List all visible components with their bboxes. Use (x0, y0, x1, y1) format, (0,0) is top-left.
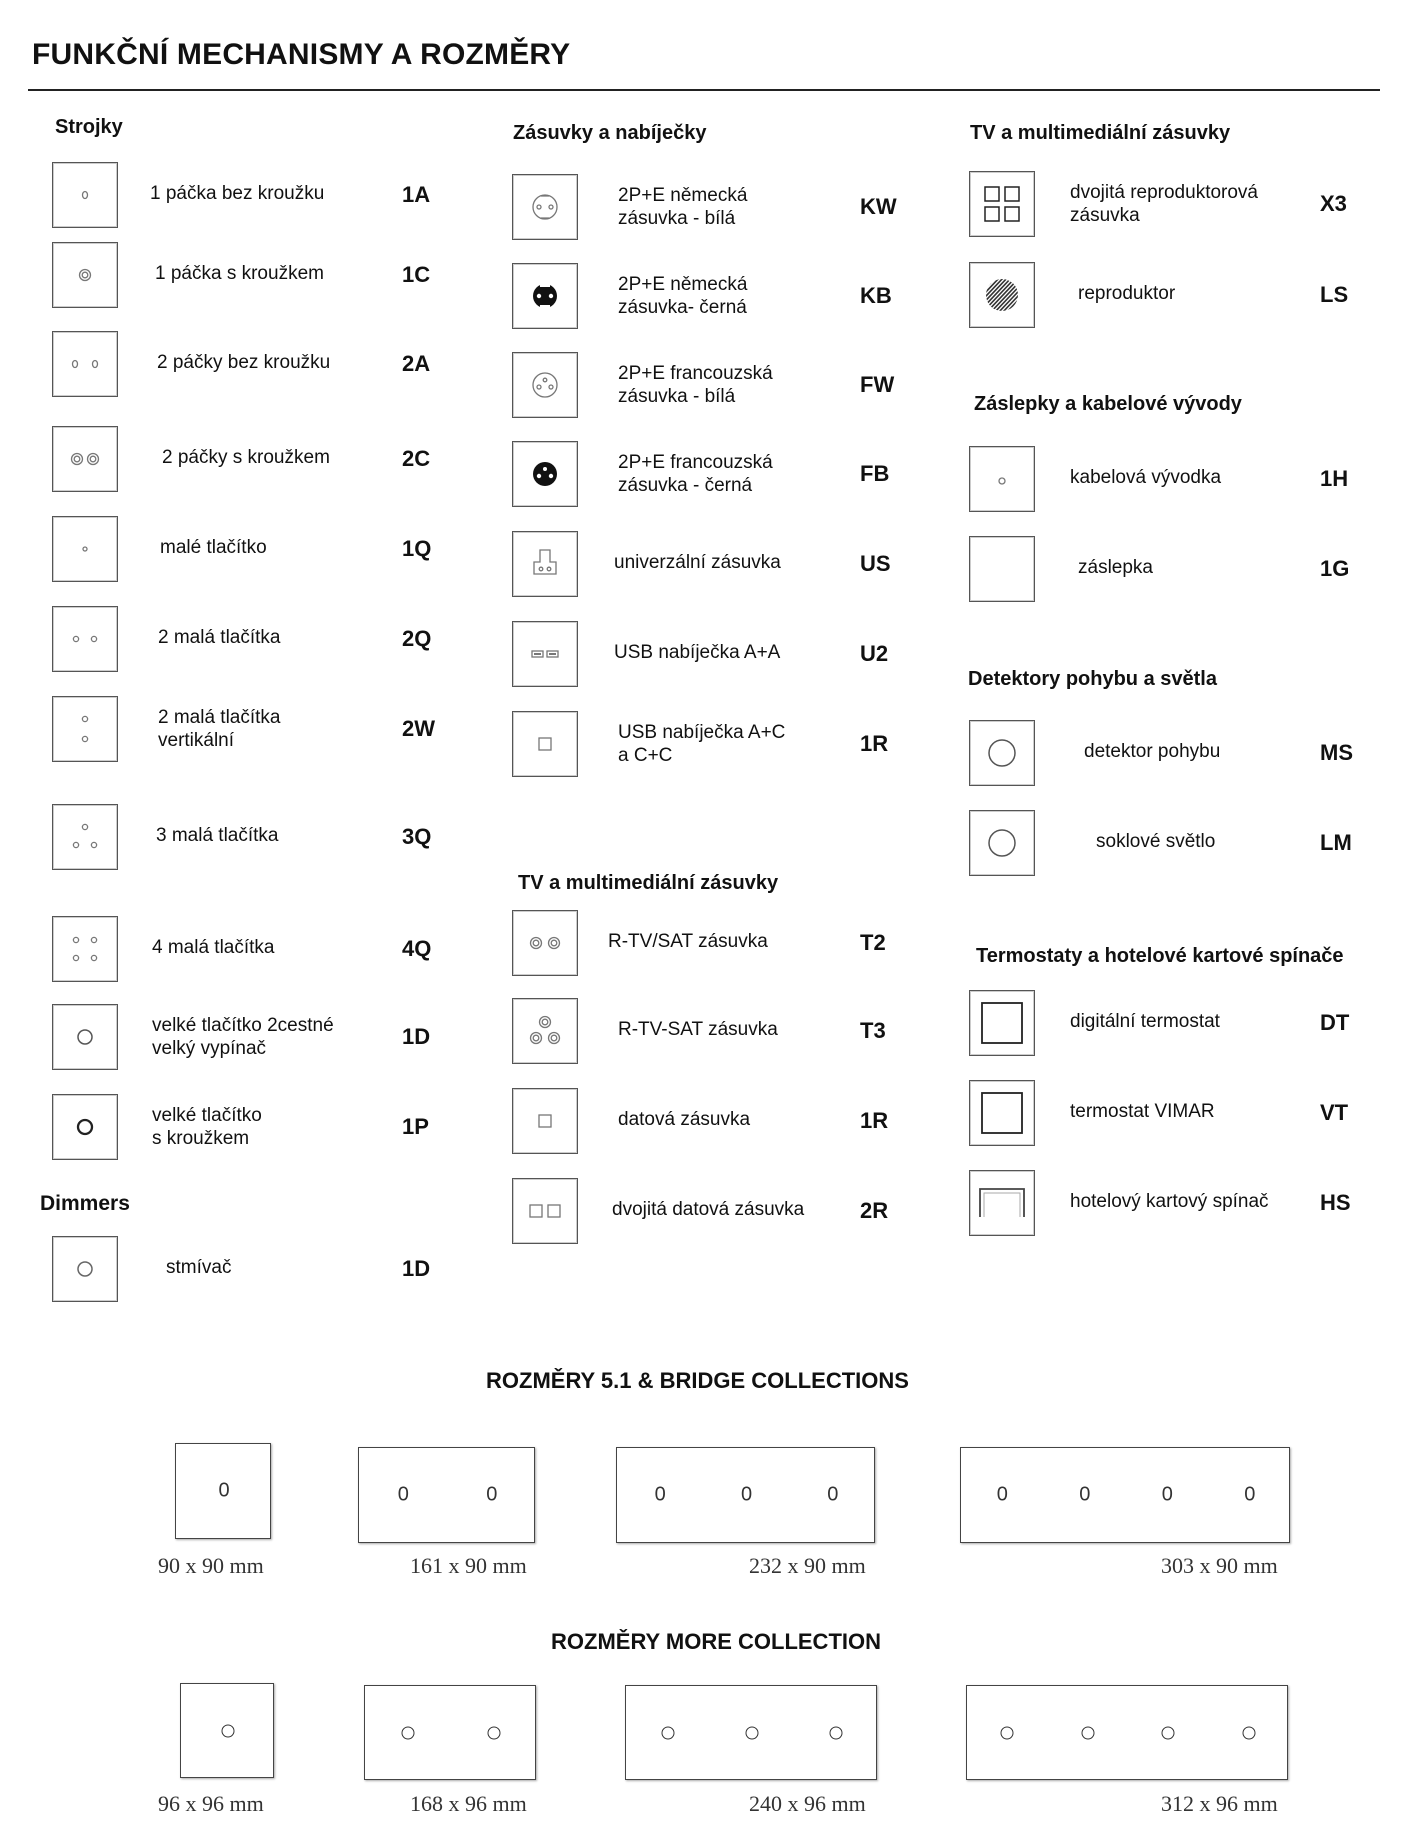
mechanism-code: T3 (860, 1018, 886, 1043)
frame-size-label: 240 x 96 mm (749, 1791, 866, 1816)
mechanism-marker: 0 (654, 1483, 666, 1506)
mechanism-marker: 0 (218, 1479, 230, 1502)
french-socket-white-icon (512, 352, 578, 418)
cover-frame-2-gang (364, 1685, 536, 1780)
mechanism-marker: 0 (397, 1483, 409, 1506)
mechanism-marker: 0 (1079, 1483, 1091, 1506)
mechanism-marker-icon (746, 1726, 759, 1739)
mechanism-code: U2 (860, 641, 889, 666)
mechanism-label: 2 malá tlačítka (158, 627, 281, 648)
frame-size-label: 303 x 90 mm (1161, 1553, 1278, 1578)
mechanism-marker: 0 (1161, 1483, 1173, 1506)
mechanism-code: 1R (860, 1108, 889, 1133)
german-socket-black-icon (512, 263, 578, 329)
frame-size-label: 312 x 96 mm (1161, 1791, 1278, 1816)
tv-sat-2-icon (512, 910, 578, 976)
mechanism-code: 1Q (402, 536, 432, 561)
frame-size-label: 90 x 90 mm (158, 1553, 264, 1578)
mechanism-label: 2 malá tlačítka vertikální (158, 707, 281, 751)
single-dot-icon (52, 162, 118, 228)
tv-sat-3-icon (512, 998, 578, 1064)
mechanism-code: MS (1320, 740, 1353, 765)
title-divider (28, 89, 1380, 91)
frame-size-label: 232 x 90 mm (749, 1553, 866, 1578)
mechanism-label: kabelová vývodka (1070, 467, 1222, 488)
section-heading-dimmers: Dimmers (40, 1192, 130, 1215)
mechanism-label: malé tlačítko (160, 537, 267, 558)
mechanism-label: detektor pohybu (1084, 741, 1221, 762)
mechanism-marker-icon (1242, 1726, 1255, 1739)
mechanism-marker-icon (1001, 1726, 1014, 1739)
cable-outlet-icon (969, 446, 1035, 512)
mechanism-code: 2W (402, 716, 435, 741)
french-socket-black-icon (512, 441, 578, 507)
mechanism-code: HS (1320, 1190, 1351, 1215)
mechanism-code: LS (1320, 282, 1349, 307)
mechanism-code: 1H (1320, 466, 1349, 491)
cover-frame-2-gang (358, 1447, 535, 1543)
mechanism-code: 1C (402, 262, 431, 287)
mechanism-code: 1R (860, 731, 889, 756)
section-heading-detectors: Detektory pohybu a světla (968, 668, 1217, 690)
double-data-socket-icon (512, 1178, 578, 1244)
cover-frame-3-gang (616, 1447, 875, 1543)
mechanism-marker: 0 (1244, 1483, 1256, 1506)
mechanism-code: LM (1320, 830, 1352, 855)
mechanism-label: termostat VIMAR (1070, 1101, 1215, 1122)
mechanism-label: USB nabíječka A+C a C+C (618, 722, 786, 766)
mechanism-label: stmívač (166, 1257, 232, 1278)
mechanism-label: hotelový kartový spínač (1070, 1191, 1269, 1212)
mechanism-label: dvojitá reproduktorová zásuvka (1070, 182, 1258, 226)
mechanism-marker-icon (222, 1724, 235, 1737)
mechanism-label: dvojitá datová zásuvka (612, 1199, 805, 1220)
mechanism-label: datová zásuvka (618, 1109, 751, 1130)
mechanism-marker-icon (1162, 1726, 1175, 1739)
two-vertical-dots-icon (52, 696, 118, 762)
mechanism-code: KW (860, 194, 897, 219)
mechanism-marker-icon (662, 1726, 675, 1739)
three-dots-icon (52, 804, 118, 870)
mechanism-code: T2 (860, 930, 886, 955)
mechanism-code: X3 (1320, 191, 1347, 216)
mechanism-label: 3 malá tlačítka (156, 825, 279, 846)
mechanism-code: 2C (402, 446, 431, 471)
frame-size-label: 168 x 96 mm (410, 1791, 527, 1816)
mechanism-label: R-TV/SAT zásuvka (608, 931, 768, 952)
mechanism-label: reproduktor (1078, 283, 1176, 304)
mechanism-marker-icon (830, 1726, 843, 1739)
section-heading-tv-multimedia: TV a multimediální zásuvky (970, 122, 1231, 144)
mechanism-label: 2P+E francouzská zásuvka - černá (618, 452, 773, 496)
mechanism-label: záslepka (1078, 557, 1153, 578)
cover-frame-3-gang (625, 1685, 877, 1780)
two-dots-icon (52, 331, 118, 397)
mechanism-code: VT (1320, 1100, 1349, 1125)
mechanism-marker-icon (488, 1726, 501, 1739)
mechanism-marker-icon (402, 1726, 415, 1739)
mechanism-label: digitální termostat (1070, 1011, 1220, 1032)
mechanism-label: R-TV-SAT zásuvka (618, 1019, 778, 1040)
universal-socket-icon (512, 531, 578, 597)
mechanism-code: 2R (860, 1198, 889, 1223)
frame-size-label: 161 x 90 mm (410, 1553, 527, 1578)
cover-frame-1-gang (175, 1443, 271, 1539)
cover-frame-4-gang (966, 1685, 1288, 1780)
cover-frame-4-gang (960, 1447, 1290, 1543)
page-title: FUNKČNÍ MECHANISMY A ROZMĚRY (32, 38, 571, 71)
vimar-thermostat-icon (969, 1080, 1035, 1146)
mechanism-code: KB (860, 283, 892, 308)
mechanism-code: 1P (402, 1114, 429, 1139)
mechanism-code: 1D (402, 1256, 431, 1281)
mechanism-code: 1A (402, 182, 431, 207)
data-socket-icon (512, 1088, 578, 1154)
four-dots-icon (52, 916, 118, 982)
mechanism-code: 1D (402, 1024, 431, 1049)
mechanism-marker: 0 (996, 1483, 1008, 1506)
mechanism-code: DT (1320, 1010, 1350, 1035)
usb-ac-icon (512, 711, 578, 777)
section-heading-blanks: Záslepky a kabelové vývody (974, 393, 1242, 415)
motion-detector-icon (969, 720, 1035, 786)
large-ring-button-icon (52, 1094, 118, 1160)
double-speaker-socket-icon (969, 171, 1035, 237)
mechanism-label: 2P+E francouzská zásuvka - bílá (618, 363, 773, 407)
dimensions-heading-more: ROZMĚRY MORE COLLECTION (551, 1629, 881, 1654)
two-ring-dots-icon (52, 426, 118, 492)
mechanism-label: USB nabíječka A+A (614, 642, 781, 663)
mechanism-code: 2Q (402, 626, 432, 651)
mechanism-code: 3Q (402, 824, 432, 849)
mechanism-code: FB (860, 461, 890, 486)
mechanism-label: velké tlačítko 2cestné velký vypínač (152, 1015, 334, 1059)
usb-aa-icon (512, 621, 578, 687)
mechanism-code: 1G (1320, 556, 1350, 581)
mechanism-label: velké tlačítko s kroužkem (152, 1105, 262, 1149)
blank-plate-icon (969, 536, 1035, 602)
mechanism-code: 4Q (402, 936, 432, 961)
mechanism-marker: 0 (740, 1483, 753, 1506)
digital-thermostat-icon (969, 990, 1035, 1056)
german-socket-white-icon (512, 174, 578, 240)
mechanism-label: 1 páčka s kroužkem (155, 263, 324, 284)
two-small-dots-icon (52, 606, 118, 672)
section-heading-zasuvky: Zásuvky a nabíječky (513, 122, 707, 144)
hotel-card-switch-icon (969, 1170, 1035, 1236)
mechanism-label: univerzální zásuvka (614, 552, 781, 573)
mechanism-marker: 0 (486, 1483, 498, 1506)
section-heading-tv-sockets: TV a multimediální zásuvky (518, 872, 779, 894)
mechanism-label: 1 páčka bez kroužku (150, 183, 325, 204)
mechanism-marker-icon (1081, 1726, 1094, 1739)
mechanism-label: soklové světlo (1096, 831, 1216, 852)
mechanism-label: 2P+E německá zásuvka- černá (618, 274, 748, 318)
speaker-icon (969, 262, 1035, 328)
mechanism-marker: 0 (827, 1483, 839, 1506)
cover-frame-1-gang (180, 1683, 274, 1778)
mechanism-label: 4 malá tlačítka (152, 937, 275, 958)
dimmer-icon (52, 1236, 118, 1302)
small-dot-icon (52, 516, 118, 582)
large-button-icon (52, 1004, 118, 1070)
mechanism-code: FW (860, 372, 895, 397)
mechanism-label: 2 páčky bez kroužku (157, 352, 331, 373)
mechanism-code: US (860, 551, 891, 576)
mechanism-label: 2 páčky s kroužkem (162, 447, 330, 468)
frame-size-label: 96 x 96 mm (158, 1791, 264, 1816)
section-heading-thermostats: Termostaty a hotelové kartové spínače (976, 945, 1344, 967)
single-ring-dot-icon (52, 242, 118, 308)
mechanism-label: 2P+E německá zásuvka - bílá (618, 185, 748, 229)
dimensions-heading-51-bridge: ROZMĚRY 5.1 & BRIDGE COLLECTIONS (486, 1368, 909, 1393)
section-heading-strojky: Strojky (55, 116, 123, 138)
mechanism-code: 2A (402, 351, 431, 376)
glass-light-icon (969, 810, 1035, 876)
